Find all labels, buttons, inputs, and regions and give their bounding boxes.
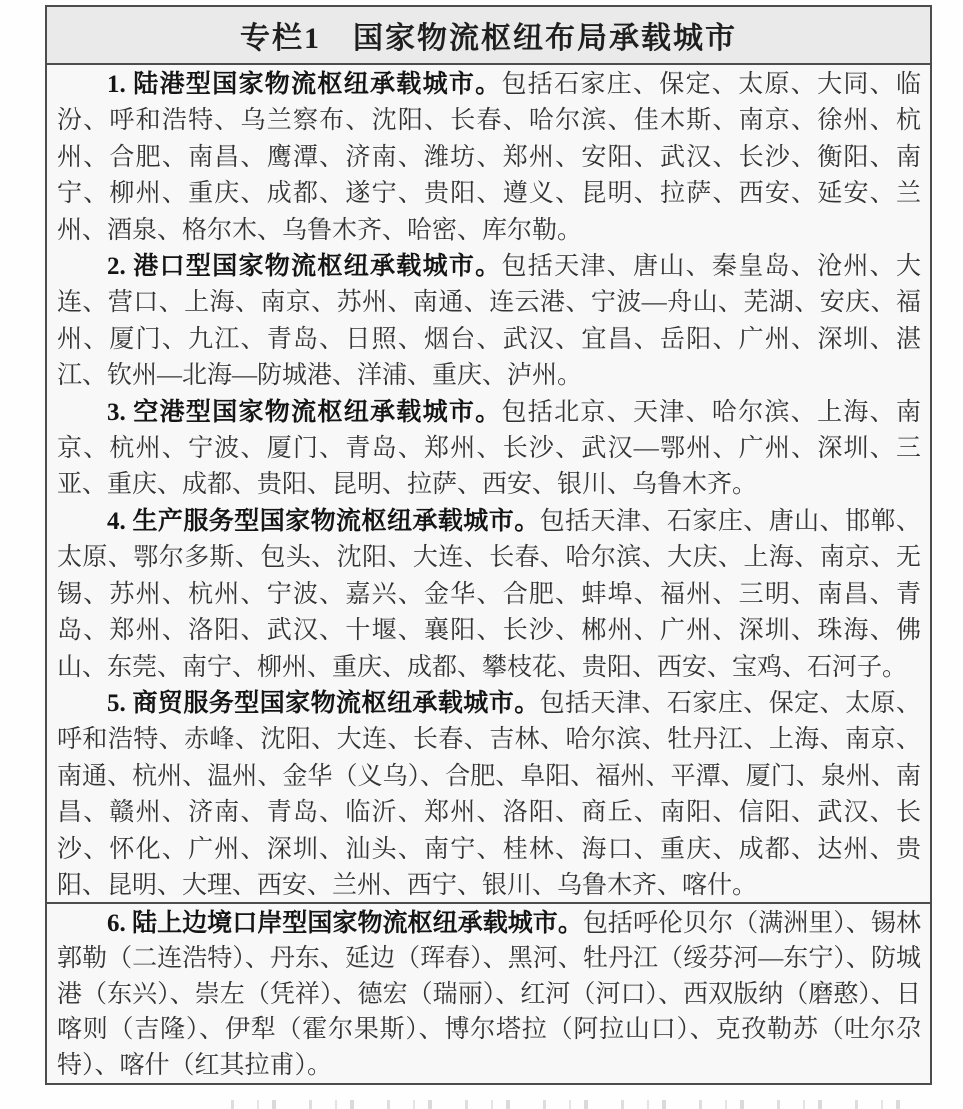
section-body-4: 包括天津、石家庄、唐山、邯郸、太原、鄂尔多斯、包头、沈阳、大连、长春、哈尔滨、大庆、上海、南京、无锡、苏州、杭州、宁波、嘉兴、金华、合肥、蚌埠、福州、三明、南昌、青岛、郑州、洛阳、武汉、十堰、襄阳、长沙、郴州、广州、深圳、珠海、佛山、东莞、南宁、柳州、重庆、成都、攀枝花、贵阳、西安、宝鸡、石河子。 (57, 507, 921, 681)
section-paragraph-2 (57, 249, 921, 395)
section-heading-5: 5. 商贸服务型国家物流枢纽承载城市。 (107, 689, 540, 717)
panel-body-sections-1-5 (47, 65, 930, 902)
section-paragraph-1 (57, 67, 921, 249)
panel-footer-section-6 (47, 902, 930, 1083)
section-heading-1: 1. 陆港型国家物流枢纽承载城市。 (107, 71, 502, 98)
section-heading-2: 2. 港口型国家物流枢纽承载城市。 (107, 253, 502, 281)
section-paragraph-6 (57, 906, 921, 1083)
section-paragraph-5 (57, 686, 921, 902)
section-paragraph-4 (57, 504, 921, 686)
section-heading-3: 3. 空港型国家物流枢纽承载城市。 (107, 398, 502, 426)
cutoff-text-fragment (215, 1100, 915, 1109)
column-box-panel (45, 5, 932, 1085)
section-body-3: 包括北京、天津、哈尔滨、上海、南京、杭州、宁波、厦门、青岛、郑州、长沙、武汉—鄂州、广州、深圳、三亚、重庆、成都、贵阳、昆明、拉萨、西安、银川、乌鲁木齐。 (57, 398, 921, 499)
section-body-5: 包括天津、石家庄、保定、太原、呼和浩特、赤峰、沈阳、大连、长春、吉林、哈尔滨、牡丹江、上海、南京、南通、杭州、温州、金华（义乌）、合肥、阜阳、福州、平潭、厦门、泉州、南昌、赣州、济南、青岛、临沂、郑州、洛阳、商丘、南阳、信阳、武汉、长沙、怀化、广州、深圳、汕头、南宁、桂林、海口、重庆、成都、达州、贵阳、昆明、大理、西安、兰州、西宁、银川、乌鲁木齐、喀什。 (57, 689, 921, 899)
section-body-2: 包括天津、唐山、秦皇岛、沧州、大连、营口、上海、南京、苏州、南通、连云港、宁波—舟山、芜湖、安庆、福州、厦门、九江、青岛、日照、烟台、武汉、宜昌、岳阳、广州、深圳、湛江、钦州—北海—防城港、洋浦、重庆、泸州。 (57, 253, 921, 390)
section-body-6: 包括呼伦贝尔（满洲里）、锡林郭勒（二连浩特）、丹东、延边（珲春）、黑河、牡丹江（绥芬河—东宁）、防城港（东兴）、崇左（凭祥）、德宏（瑞丽）、红河（河口）、西双版纳（磨憨）、日喀则（吉隆）、伊犁（霍尔果斯）、博尔塔拉（阿拉山口）、克孜勒苏（吐尔尕特）、喀什（红其拉甫）。 (57, 910, 921, 1079)
section-heading-6: 6. 陆上边境口岸型国家物流枢纽承载城市。 (107, 910, 583, 937)
section-paragraph-3 (57, 395, 921, 504)
section-body-1: 包括石家庄、保定、太原、大同、临汾、呼和浩特、乌兰察布、沈阳、长春、哈尔滨、佳木斯、南京、徐州、杭州、合肥、南昌、鹰潭、济南、潍坊、郑州、安阳、武汉、长沙、衡阳、南宁、柳州、重庆、成都、遂宁、贵阳、遵义、昆明、拉萨、西安、延安、兰州、酒泉、格尔木、乌鲁木齐、哈密、库尔勒。 (57, 71, 921, 244)
panel-title: 专栏1 国家物流枢纽布局承载城市 (47, 7, 930, 65)
section-heading-4: 4. 生产服务型国家物流枢纽承载城市。 (107, 507, 540, 535)
